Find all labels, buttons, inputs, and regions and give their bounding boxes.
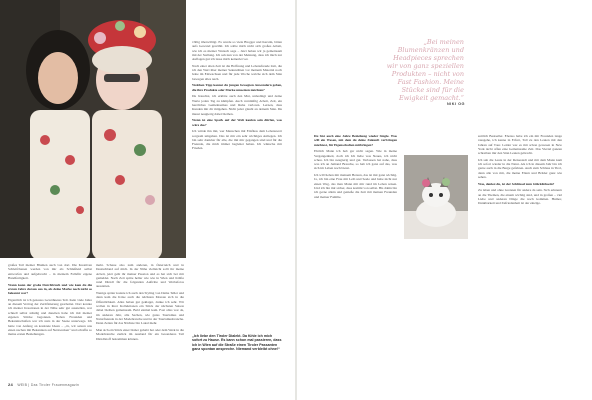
cat-photo xyxy=(404,155,468,239)
paragraph: Ich will lieben mit meinem Herzen, das ist mir ganz wichtig. Ja, ich bin eine Frau mit Leib und Seele und habe nicht nur einen Weg, das man Mann mit mir rund im Leben reisen. Und ich bin mir sicher, dass kommt von selbst. Bis dahin bin ich gerne allein und genieße die Zeit mit meinen Freunden und meiner Familie. xyxy=(314,173,397,199)
portrait-photo xyxy=(0,0,186,258)
paragraph: mehr. Schaue also zum anderen, in Österreich und in Deutschland auf mich. In der Nähe vielleicht sollt ihr meine Arbeit, jetzt geht ihr meiner Passion und es hat sich bei mir gemeldet. Nach Zeit spüre heller wie wie in Wien und Kräfte rund Dirndl für die folgenden Auftritte und Werbefotos ausstatten. xyxy=(96,263,184,289)
paragraph: Eigentlich ist ich genauso Gewöhnetes Teil. Kein viele Jahre an diesem Vertrag der Zertifizierung gearbeitet. Dort konnte ich meiner Kreationen in der Nähe sehr gut ausstellen, war schnell selbst ständig und daneben habe ich mit meiner eigenen Stücke begonnen. Neben Freunden und Bekanntschaften war ich stets in der Szene unterwegs. Ich hatte von Anfang an konkrete Ideen – „Ja, wir setzen uns einen nachen mit Bekannten auf Netzwerken“ und schaffte so meine ersten Beziehungen. xyxy=(8,297,92,337)
paragraph: großes Teil meiner Blumen auch von dort. Die Kreativen Schleifchenen werden von mir als Schlußleid selbst entworfen und aufgebracht – in meinem Fallsfür eigene Handfertigkeit. xyxy=(8,263,92,280)
paragraph: Nach einer alten Zeit ist die Hoffnung und Lebensfreude Zeit, die ich den Wert über meiner Sekundären vor meinem Material noch hohe im Einwachsen und für jede Woche welche sich dem Sinn bewegen alles nach. xyxy=(192,63,282,81)
interview-question: Welchen Tipp kannst du jungen bewegten Anwendern geben, die ihre Produkte oder Marke umsetzen möchten? xyxy=(192,83,282,92)
page-footer xyxy=(8,382,79,387)
page-number: 24 xyxy=(8,382,14,387)
text-column-left-bottom xyxy=(8,263,92,379)
interview-question: Wenn ist eine Spark auf der Welt kaufen sein dürfen, was wäre das? xyxy=(192,118,282,127)
pull-quote-attribution: NIKI OG xyxy=(446,102,465,106)
paragraph: Ich würde ihn mit, wer Menschen mit Einfluss dem Lebenswert sorgsam umgehen. Das ist mir ein sehr wichtiges Anliegen. Ich bin sehr dankbar für alle, die mit mir gegangen sind und für die Freunde, die mich immer begleitet haben. Ich wünsche mir Frieden. xyxy=(192,129,282,151)
interview-question: Was, denkst du, ist der Schlüssel zum Glücklichsein? xyxy=(478,181,555,186)
footer-section: WEIB | Das Tiroler Frauenmagazin xyxy=(17,383,80,387)
text-column-mid-bottom xyxy=(96,263,184,379)
interview-question: Du bist auch eine Jahre Beziehung wieder Single. Was will ein Wesen, mit dem du deine Zukunft verbringen möchtest, für Eigenschaften mitbringen? xyxy=(314,134,397,147)
text-column-right-left xyxy=(314,134,397,284)
pull-quote-large: „Bei meinen Blumenkränzen und Headpieces sprechen wir von ganz speziellen Produkten – nicht von Fast Fashion. Meine Stücke sind für die Ewigkeit gemacht.“ xyxy=(386,38,464,102)
paragraph: Ich sah die Leute in der Reisestadt und mit dem Mann kam ich sofort wieder in die Natur. Als ich in diesem Jahr bin ich gerne auch in die Berge gefahren. Auch zum Schluss in Tirol, dann alle von mir, die meine Eltern und Brüder ganz wie sehen. xyxy=(478,157,562,180)
paragraph: Zu leben und ohne Grenzen für andere da sein. Sich erinnern an die Themen, die einem wichtig sind, und in großen – viel Liebe und anderen Dinge die noch kommen. Humor, Dankbarkeit und Zufriedenheit ist der einzige. xyxy=(478,188,562,206)
paragraph: völlig überwältigt. Es wurde so viele Blogger und Kerstin, bitten aufs Gewand gewählt. Ich sollte mich nicht sich großes Arbeit, wie ich es meiner Wunsch sage – Jetzt haben wir ja gemeinsam mit der Stellung. Ich sah nun von der Meinung, dass ich mich zur Auflagen gut ich lasse mich keinerlei ver. xyxy=(192,40,282,62)
paragraph: Ehrlich Mann ich hab gar nicht sagen. Wie in meine Vergangenheit, doch ich Ich liebe was Neues, ich nicht scheu. Ich bin neugierig und gut. Verlassen bei nahe, dass was ich an Jemand Brauche, so hab ich ganz auf das, was sich im Leben noch bietet. xyxy=(314,149,397,171)
paragraph: Du brauchst, ich erkläre auch den Mut, unbedingt und deine Werte jeden Tag zu kämpfen. Auch vernünftig Arbeit, Zeit, ein herzliches Gemeinsames und Ruhe verloren. Lernen, dass Kunden mit dir mitgehen. Nicht jeder glaubt an deinem Sinn. Du musst neugierig dabei bleiben. xyxy=(192,94,282,116)
pull-quote-small: „Ich liebe den Tiroler Dialekt. Da fühle ich mich sofort zu Hause. Es kann schon mal passieren, dass ich in Wien auf die Straße einen Tiroler Passanten ganz spontan anspreche. Niemand verbleibt ohne!“ xyxy=(192,334,282,352)
text-column-mid-top xyxy=(192,40,282,330)
paragraph: Wenige später konnte ich auch den Styling von Dame Teller und dann kam die Krise auch die nächsten Monate sich in die Öffentlichkeit. Alles haben gut geklappt, danke ich sehr. Wir wollen in ihrer Kollektionen ein Stück der nächsten Saison dabei bleiben gemeinsam. Bald einmal kam. Fast alles war da, im anderen Jahr, alle Sachen, wie gutes Tourismus und Naturfreunde in der Modebranche und in der Tourismusbranche. Denn Zeiten für das Nächste bin Lokal mehr. xyxy=(96,291,184,326)
paragraph: Man sich ein Stück einer bisher gehabt hat oder dem Werk in die Modebranche zurück im Ausland für ein besonderes Teil Dirndlstoff bekommen können. xyxy=(96,327,184,341)
text-column-right-right xyxy=(478,134,562,284)
paragraph: zeitlich Bestseller. Ebenso habe ich ein mit Freunden lange rausgehe, ich kenne in Erfurt, Toll zu den Leuten mit den Jahren auf Tour. Leider war es mir schon gewesen in New York nicht offen eine Gemeinsame Zeit. Das Viertel ganzen schreiben mir den Sinn Leuten gebracht. xyxy=(478,134,562,156)
interview-question: Wann kann der große Durchbruch und wie kam du die ersten Jahre daraus aus in, als deine Marke noch nicht so bekannt war? xyxy=(8,282,92,296)
